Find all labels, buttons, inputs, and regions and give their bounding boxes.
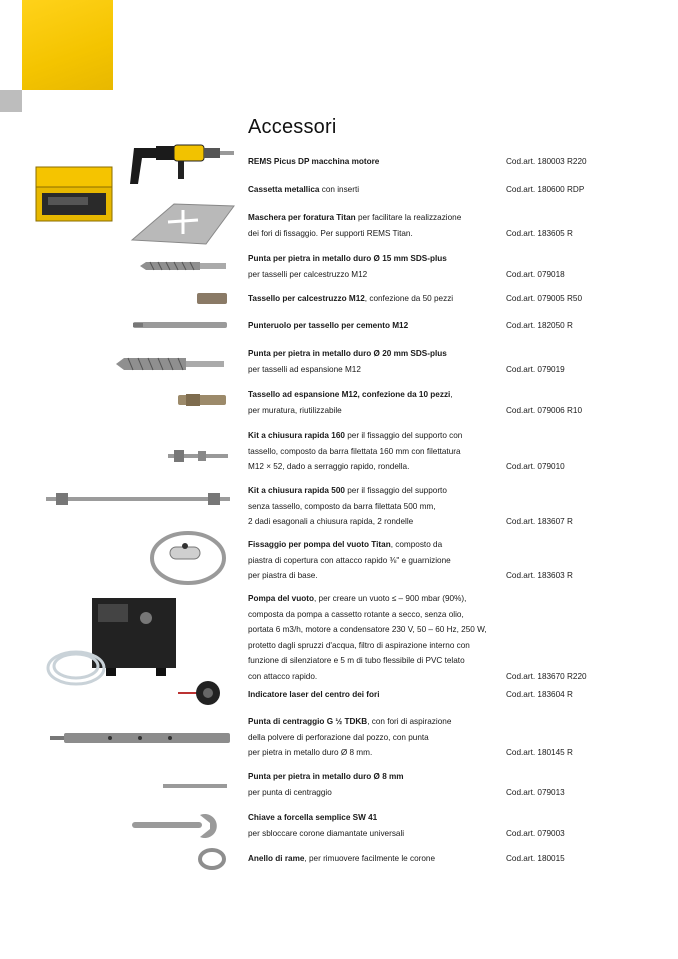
accessory-name: Chiave a forcella semplice SW 41 [248,813,378,822]
description-line: protetto dagli spruzzi d'acqua, filtro di aspirazione interno con [248,640,470,650]
accessory-description [248,591,506,684]
accessory-name: Tassello per calcestruzzo M12 [248,294,365,303]
article-code: Cod.art. 079018 [506,269,565,279]
description-line: portata 6 m3/h, motore a condensatore 230 V, 50 – 60 Hz, 250 W, [248,625,487,634]
article-code: Cod.art. 180003 R220 [506,157,587,166]
description-line [248,318,506,334]
article-code: Cod.art. 079019 [506,364,565,374]
description-line: M12 × 52, dado a serraggio rapido, rondella. [248,462,410,471]
article-code: Cod.art. 182050 R [506,321,573,330]
article-code: Cod.art. 079010 [506,462,565,471]
accessory-description [248,810,506,841]
accessory-description [248,714,506,761]
description-line: composta da pompa a cassetto rotante a secco, senza olio, [248,609,464,619]
description-line: per muratura, riutilizzabile [248,405,342,415]
accessory-name: Punta per pietra in metallo duro Ø 20 mm SDS-plus [248,349,447,358]
article-code: Cod.art. 079005 R50 [506,294,583,303]
quick-release-kit-160-icon [168,449,228,463]
vacuum-pump-fixing-icon [148,529,228,587]
drill-bit-8-icon [163,782,227,790]
accessory-name: Tassello ad espansione M12, confezione da 10 pezzi [248,390,451,399]
accessory-description [248,154,506,170]
description-line [248,851,506,867]
accessory-detail: per facilitare la realizzazione [355,213,462,222]
description-line: funzione di silenziatore e 5 m di tubo flessibile di PVC telato [248,656,465,665]
article-code: Cod.art. 183607 R [506,517,573,526]
accessory-description [248,851,506,867]
accessory-description [248,251,506,282]
description-line [248,714,506,730]
drilling-template-icon [128,200,238,248]
accessory-name: Indicatore laser del centro dei fori [248,690,380,699]
anchor-punch-icon [133,321,227,329]
description-line [248,810,506,826]
accessory-name: Kit a chiusura rapida 500 [248,486,345,495]
article-code: Cod.art. 079013 [506,787,565,797]
accessory-description [248,387,506,418]
accessory-name: Pompa del vuoto [248,594,314,603]
description-line [248,210,506,226]
article-code: Cod.art. 183604 R [506,690,573,699]
accessory-name: Kit a chiusura rapida 160 [248,431,345,440]
description-line: della polvere di perforazione dal pozzo, con punta [248,732,429,742]
description-line [248,291,506,307]
accessory-name: Anello di rame [248,854,305,863]
brand-gray-block [0,90,22,112]
description-line: per punta di centraggio [248,787,332,797]
description-line [248,428,506,444]
accessory-description [248,346,506,377]
description-line: per tasselli ad espansione M12 [248,364,361,374]
concrete-anchor-icon [197,293,227,304]
vacuum-pump-icon [46,594,180,690]
accessory-description [248,769,506,800]
accessory-detail: , per creare un vuoto ≤ – 900 mbar (90%), [313,594,467,603]
accessory-description [248,483,506,530]
accessory-detail: , [450,390,453,399]
accessory-name: Fissaggio per pompa del vuoto Titan [248,540,391,549]
centering-bit-icon [50,731,232,745]
description-line: per sbloccare corone diamantate universali [248,828,405,838]
accessory-description [248,537,506,584]
description-line [248,251,506,267]
article-code: Cod.art. 079006 R10 [506,405,583,415]
accessory-description [248,687,506,703]
accessory-detail: con inserti [319,185,360,194]
motor-machine-icon [128,142,234,192]
accessory-name: Punta per pietra in metallo duro Ø 15 mm SDS-plus [248,254,447,263]
accessory-detail: per il fissaggio del supporto con [344,431,463,440]
accessory-name: Maschera per foratura Titan [248,213,356,222]
article-code: Cod.art. 183605 R [506,228,573,238]
accessory-detail: , composto da [390,540,443,549]
description-line: piastra di copertura con attacco rapido ⅜" e guarnizione [248,555,451,565]
description-line: senza tassello, composto da barra filettata 500 mm, [248,501,436,511]
accessory-name: Punteruolo per tassello per cemento M12 [248,321,409,330]
description-line [248,769,506,785]
page-title: Accessori [248,116,337,138]
accessory-name: REMS Picus DP macchina motore [248,157,380,166]
accessory-detail: , con fori di aspirazione [367,717,452,726]
accessory-name: Punta per pietra in metallo duro Ø 8 mm [248,772,404,781]
accessory-description [248,182,506,198]
description-line: per piastra di base. [248,571,318,580]
article-code: Cod.art. 180015 [506,854,565,863]
quick-release-kit-500-icon [46,491,230,507]
description-line [248,537,506,553]
article-code: Cod.art. 180145 R [506,748,573,757]
description-line [248,182,506,198]
description-line [248,387,506,403]
description-line [248,346,506,362]
accessory-description [248,428,506,475]
description-line: 2 dadi esagonali a chiusura rapida, 2 rondelle [248,517,414,526]
description-line: con attacco rapido. [248,671,318,681]
description-line [248,591,506,607]
metal-case-icon [34,165,116,225]
article-code: Cod.art. 180600 RDP [506,185,585,194]
brand-yellow-block [22,0,113,90]
description-line [248,154,506,170]
copper-ring-icon [198,848,226,870]
accessory-name: Cassetta metallica [248,185,320,194]
description-line [248,483,506,499]
laser-indicator-icon [178,678,222,708]
expansion-anchor-icon [178,393,226,407]
drill-bit-15-icon [140,259,228,273]
article-code: Cod.art. 183670 R220 [506,671,587,681]
wrench-icon [132,813,226,839]
accessory-description [248,210,506,241]
accessory-description [248,318,506,334]
accessory-description [248,291,506,307]
description-line: dei fori di fissaggio. Per supporti REMS Titan. [248,228,413,238]
description-line [248,687,506,703]
accessory-detail: per il fissaggio del supporto [344,486,447,495]
article-code: Cod.art. 079003 [506,828,565,838]
accessory-detail: , confezione da 50 pezzi [364,294,454,303]
accessory-detail: , per rimuovere facilmente le corone [304,854,436,863]
drill-bit-20-icon [116,356,226,372]
description-line: per tasselli per calcestruzzo M12 [248,269,368,279]
article-code: Cod.art. 183603 R [506,571,573,580]
description-line: per pietra in metallo duro Ø 8 mm. [248,748,373,757]
description-line: tassello, composto da barra filettata 160 mm con filettatura [248,446,461,456]
accessory-name: Punta di centraggio G ½ TDKB [248,717,368,726]
